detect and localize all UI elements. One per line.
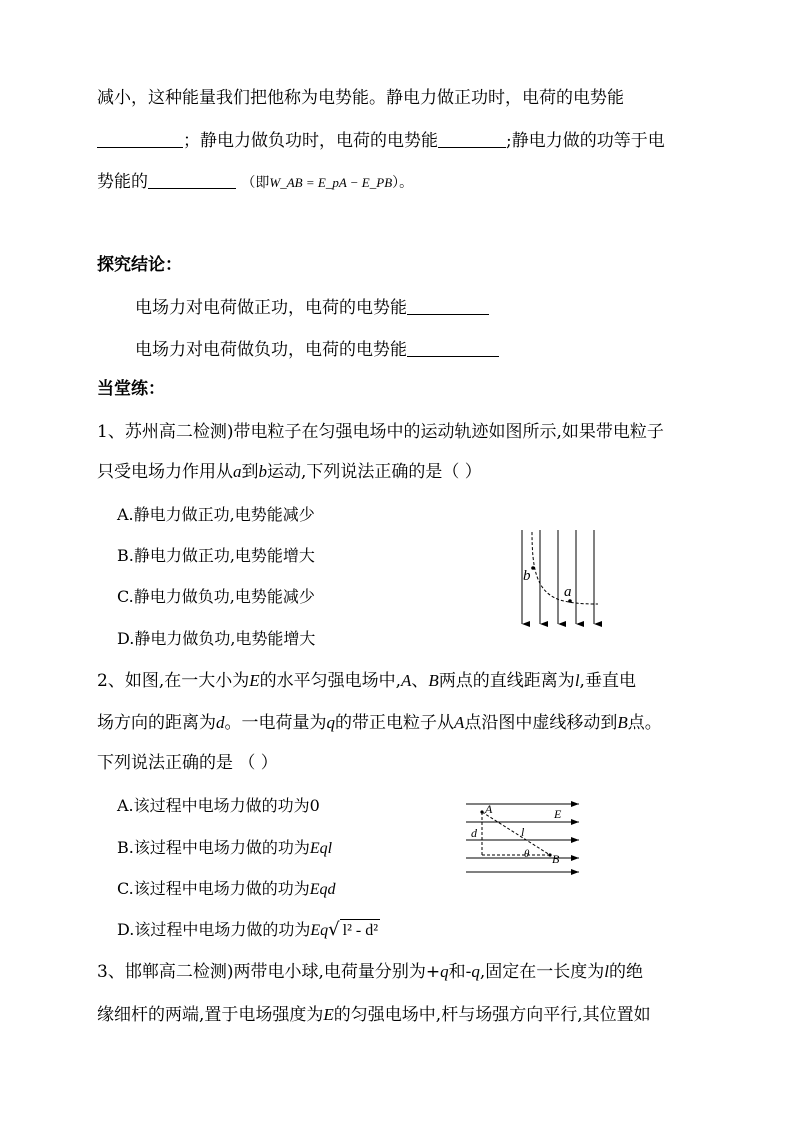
var-A: A [454,713,465,732]
answer-blank[interactable] [148,170,236,189]
var-q: q [440,962,449,981]
q3-text: 3、邯郸高二检测)两带电小球,电荷量分别为+ [97,962,441,982]
q3-text: 的匀强电场中,杆与场强方向平行,其位置如 [333,1005,651,1025]
q1-field-figure [512,528,602,628]
q1-text: 到 [241,462,259,482]
label-b: b [523,568,531,584]
formula-open: （即 [241,175,270,191]
var-E: E [323,1005,334,1024]
q2-option-c[interactable] [117,878,336,901]
intro-text-2: ；静电力做负功时，电荷的电势能 [183,131,438,151]
q2-text: 点沿图中虚线移动到 [464,713,618,733]
conclusion-item-2 [135,338,499,361]
conclusion-text-1: 电场力对电荷做正功，电荷的电势能 [135,298,407,318]
q1-option-a[interactable]: A.静电力做正功,电势能减少 [117,505,315,524]
q2-option-b[interactable] [117,837,332,860]
var-q: q [326,713,335,732]
q2-option-text: C.该过程中电场力做的功为 [117,879,310,898]
label-A: A [485,802,493,816]
q3-line-2 [97,1004,651,1026]
q2-option-a[interactable]: A.该过程中电场力做的功为0 [117,796,320,815]
q2-line-3: 下列说法正确的是 （ ） [97,753,278,773]
radical-sign: √ [328,919,340,940]
label-B: B [552,852,560,866]
label-theta: θ [524,848,530,860]
var-a: a [233,462,242,481]
practice-heading: 当堂练： [97,379,165,399]
path-l [482,812,550,855]
label-a: a [564,584,572,600]
q3-text: ,固定在一长度为 [479,962,605,982]
intro-text-3: ;静电力做的功等于电 [506,131,665,151]
q2-text: 的带正电粒子从 [335,713,454,733]
q1-line-1: 1、苏州高二检测)带电粒子在匀强电场中的运动轨迹如图所示,如果带电粒子 [97,422,664,442]
q2-text: 、 [411,671,429,691]
var-d: d [216,713,225,732]
var-B: B [617,713,628,732]
q1-option-b[interactable]: B.静电力做正功,电势能增大 [117,546,315,565]
answer-blank[interactable] [407,296,489,315]
var-B: B [428,671,439,690]
q2-line-1 [97,670,636,692]
q2-option-text: B.该过程中电场力做的功为 [117,838,310,857]
field-lines [522,530,594,624]
q2-line-2 [97,712,662,734]
conclusion-heading: 探究结论： [97,255,182,275]
q2-text: 2、如图,在一大小为 [97,671,250,691]
q2-text: 点。 [627,713,662,733]
var-b: b [258,462,267,481]
point-b [531,566,535,570]
q3-text: 和- [448,962,472,982]
intro-text-1: 减小，这种能量我们把他称为电势能。静电力做正功时，电荷的电势能 [97,88,624,108]
q1-option-d[interactable]: D.静电力做负功,电势能增大 [117,629,316,648]
sqrt-expression [328,919,380,942]
answer-blank[interactable] [438,129,506,148]
intro-line-1 [97,87,624,109]
q2-text: 的水平匀强电场中, [259,671,402,691]
answer-blank[interactable] [97,129,183,148]
q3-text: 缘细杆的两端,置于电场强度为 [97,1005,324,1025]
var-q: q [471,962,480,981]
label-l: l [521,825,525,839]
var-E: E [249,671,260,690]
q3-text: 的绝 [609,962,643,982]
label-d: d [471,826,477,840]
var-l: l [574,671,580,690]
intro-text-4: 势能的 [97,172,148,192]
q2-field-figure [466,800,582,876]
expr-Eqd: Eqd [309,881,336,898]
q1-text: 只受电场力作用从 [97,462,233,482]
answer-blank[interactable] [407,338,499,357]
intro-line-2 [97,129,665,152]
label-E: E [554,807,562,821]
conclusion-text-2: 电场力对电荷做负功，电荷的电势能 [135,340,407,360]
q2-text: 场方向的距离为 [97,713,216,733]
q1-line-2 [97,461,482,483]
var-l: l [604,962,609,981]
formula-close: ）。 [392,175,414,191]
q3-line-1 [97,961,643,983]
conclusion-item-1 [135,296,489,319]
intro-line-3 [97,170,413,194]
expr-Eql: Eql [309,840,333,857]
q2-option-text: D.该过程中电场力做的功为 [117,920,311,939]
var-A: A [401,671,412,690]
q1-text: 运动,下列说法正确的是（ ） [267,462,482,482]
q2-option-d[interactable] [117,919,380,942]
q1-option-c[interactable]: C.静电力做负功,电势能减少 [117,587,315,606]
q2-text: 。一电荷量为 [224,713,327,733]
q2-text: 两点的直线距离为 [438,671,575,691]
formula: W_AB = E_pA − E_PB [269,175,393,190]
point-A [480,810,483,813]
q2-text: ,垂直电 [579,671,636,691]
expr-Eq: Eq [310,922,329,939]
radicand: l² - d² [340,919,380,942]
